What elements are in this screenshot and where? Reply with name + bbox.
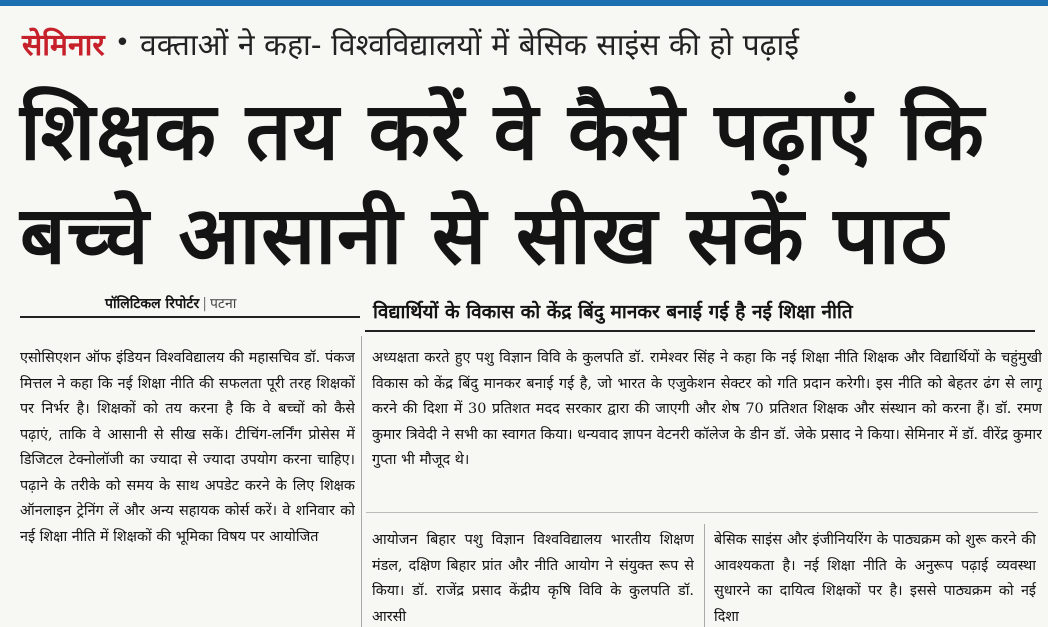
byline-author: पॉलिटिकल रिपोर्टर: [105, 296, 200, 312]
article-column-bottom-2: बेसिक साइंस और इंजीनियरिंग के पाठ्यक्रम को शुरू करने की आवश्यकता है। नई शिक्षा नीति के अनुरूप पढ़ाई व्यवस्था सुधारने का दायित्व शिक्षकों पर है। इससे पाठ्यक्रम को नई दिशा: [714, 532, 1036, 625]
top-accent-rule: [0, 0, 1048, 6]
article-column-left: एसोसिएशन ऑफ इंडियन विश्वविद्यालय की महासचिव डॉ. पंकज मित्तल ने कहा कि नई शिक्षा नीति की सफलता पूरी तरह शिक्षकों पर निर्भर है। शिक्षकों को तय करना है कि वे बच्चों को कैसे पढ़ाएं, ताकि वे आसानी से सीख सकें। टीचिंग-लर्निंग प्रोसेस में डिजिटल टेक्नोलॉजी का ज्यादा से ज्यादा उपयोग करना चाहिए। पढ़ाने के तरीके को समय के साथ अपडेट करने के लिए शिक्षक ऑनलाइन ट्रेनिंग लें और अन्य सहायक कोर्स करें। वे शनिवार को नई शिक्षा नीति में शिक्षकों की भूमिका विषय पर आयोजित: [20, 350, 355, 545]
subheadline: विद्यार्थियों के विकास को केंद्र बिंदु मानकर बनाई गई है नई शिक्षा नीति: [365, 292, 1035, 332]
kicker-line: [22, 18, 799, 68]
byline-separator: |: [202, 296, 207, 312]
byline: [105, 294, 236, 313]
article-column-bottom-1: आयोजन बिहार पशु विज्ञान विश्वविद्यालय भारतीय शिक्षण मंडल, दक्षिण बिहार प्रांत और नीति आयोग ने संयुक्त रूप से किया। डॉ. राजेंद्र प्रसाद केंद्रीय कृषि विवि के कुलपति डॉ. आरसी: [372, 532, 694, 625]
headline: [20, 80, 1040, 288]
kicker-bullet: •: [114, 28, 131, 58]
column-divider: [361, 336, 362, 627]
headline-line-1: शिक्षक तय करें वे कैसे पढ़ाएं कि: [20, 85, 985, 178]
byline-divider: [20, 316, 360, 318]
byline-city: पटना: [209, 296, 237, 312]
article-column-middle: अध्यक्षता करते हुए पशु विज्ञान विवि के कुलपति डॉ. रामेश्वर सिंह ने कहा कि नई शिक्षा नीति शिक्षक और विद्यार्थियों के चहुंमुखी विकास को केंद्र बिंदु मानकर बनाई गई है, जो भारत के एजुकेशन सेक्टर को गति प्रदान करेगी। इस नीति को बेहतर ढंग से लागू करने की दिशा में 30 प्रतिशत मदद सरकार द्वारा की जाएगी और शेष 70 प्रतिशत शिक्षक और संस्थान को करना हैं। डॉ. रमण कुमार त्रिवेदी ने सभी का स्वागत किया। धन्यवाद ज्ञापन वेटनरी कॉलेज के डीन डॉ. जेके प्रसाद ने किया। सेमिनार में डॉ. वीरेंद्र कुमार गुप्ता भी मौजूद थे।: [372, 350, 1042, 468]
headline-line-2: बच्चे आसानी से सीख सकें पाठ: [20, 189, 949, 282]
column-divider: [704, 524, 705, 627]
kicker-text: वक्ताओं ने कहा- विश्वविद्यालयों में बेसिक साइंस की हो पढ़ाई: [140, 27, 800, 63]
section-divider: [366, 512, 1038, 513]
kicker-label: सेमिनार: [22, 27, 105, 63]
